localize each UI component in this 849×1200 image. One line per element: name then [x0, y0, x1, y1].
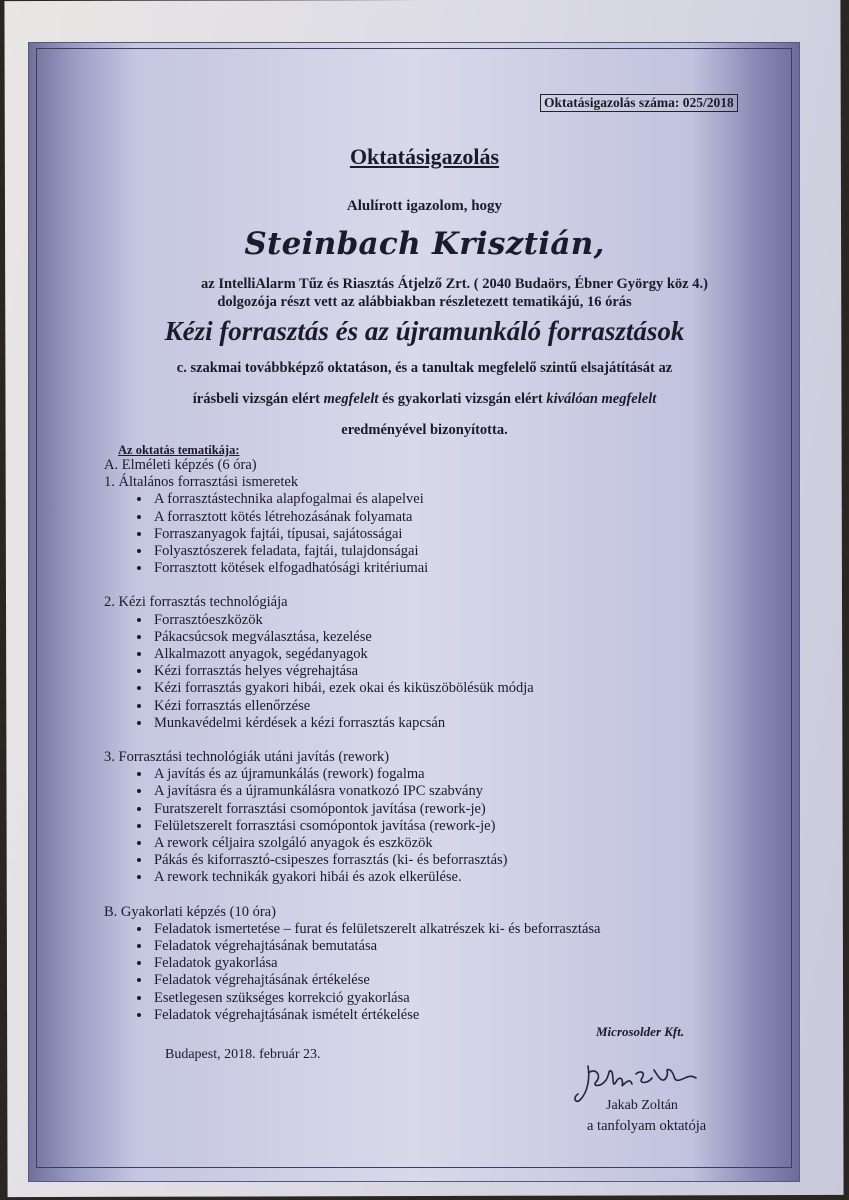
body-line-2-part-c: és gyakorlati vizsgán elért	[378, 391, 547, 407]
issuer-company: Microsolder Kft.	[596, 1024, 685, 1039]
list-item: • Feladatok gyakorlása	[152, 955, 744, 972]
subsection-1-list	[104, 491, 744, 577]
list-item: • Pákás és kiforrasztó-csipeszes forrasztás (ki- és beforrasztás)	[152, 852, 744, 869]
list-item: • A javítás és az újramunkálás (rework) fogalma	[152, 766, 744, 783]
subsection-3-title: 3. Forrasztási technológiák utáni javítás (rework)	[104, 749, 390, 766]
subsection-2-title: 2. Kézi forrasztás technológiája	[104, 594, 288, 611]
list-item: • Kézi forrasztás helyes végrehajtása	[152, 663, 744, 680]
list-item: • Feladatok végrehajtásának értékelése	[152, 972, 744, 989]
body-line-2-part-a: írásbeli vizsgán elért	[192, 391, 324, 407]
place-and-date: Budapest, 2018. február 23.	[165, 1047, 321, 1062]
signer-name: Jakab Zoltán	[606, 1098, 678, 1113]
list-item: • Esetlegesen szükséges korrekció gyakorlása	[152, 990, 744, 1007]
practical-exam-result: kiválóan megfelelt	[546, 391, 657, 407]
list-item: • Forrasztott kötések elfogadhatósági kritériumai	[152, 560, 744, 577]
subsection-2-list	[104, 612, 744, 732]
list-item: • A rework technikák gyakori hibái és azok elkerülése.	[152, 869, 744, 886]
subsection-1-title: 1. Általános forrasztási ismeretek	[104, 474, 299, 491]
list-item: • Kézi forrasztás ellenőrzése	[152, 698, 744, 715]
participant-name: Steinbach Krisztián,	[244, 226, 605, 262]
list-item: • Furatszerelt forrasztási csomópontok javítása (rework-je)	[152, 801, 744, 818]
topics-header: Az oktatás tematikája:	[118, 443, 240, 457]
section-b-list	[104, 921, 744, 1024]
signer-role: a tanfolyam oktatója	[587, 1118, 707, 1134]
list-item: • Folyasztószerek feladata, fajtái, tulajdonságai	[152, 543, 744, 560]
list-item: • Pákacsúcsok megválasztása, kezelése	[152, 629, 744, 646]
list-item: • A rework céljaira szolgáló anyagok és eszközök	[152, 835, 744, 852]
written-exam-result: megfelelt	[323, 391, 379, 407]
list-item: • Feladatok végrehajtásának bemutatása	[152, 938, 744, 955]
intro-line: Alulírott igazolom, hogy	[346, 198, 503, 214]
section-b-title: B. Gyakorlati képzés (10 óra)	[104, 903, 276, 920]
section-a-title: A. Elméleti képzés (6 óra)	[104, 457, 257, 473]
list-item: • Forrasztóeszközök	[152, 612, 744, 629]
body-line-1: c. szakmai továbbképző oktatáson, és a tanultak megfelelő szintű elsajátítását az	[176, 360, 673, 376]
document-title: Oktatásigazolás	[349, 144, 500, 169]
body-line-3: eredményével bizonyította.	[341, 422, 508, 438]
list-item: • Forraszanyagok fajtái, típusai, sajátosságai	[152, 526, 744, 543]
body-line-2	[0, 391, 849, 408]
course-title: Kézi forrasztás és az újramunkáló forrasztások	[164, 316, 685, 346]
list-item: • A forrasztástechnika alapfogalmai és alapelvei	[152, 491, 744, 508]
list-item: • Alkalmazott anyagok, segédanyagok	[152, 646, 744, 663]
list-item: • Felületszerelt forrasztási csomópontok javítása (rework-je)	[152, 818, 744, 835]
course-topics	[104, 444, 744, 1024]
list-item: • Feladatok ismertetése – furat és felületszerelt alkatrészek ki- és beforrasztása	[152, 921, 744, 938]
list-item: • Munkavédelmi kérdések a kézi forrasztás kapcsán	[152, 715, 744, 732]
list-item: • A javításra és a újramunkálásra vonatkozó IPC szabvány	[152, 783, 744, 800]
employer-line: az IntelliAlarm Tűz és Riasztás Átjelző Zrt. ( 2040 Budaörs, Ébner György köz 4.)	[201, 276, 708, 292]
list-item: • A forrasztott kötés létrehozásának folyamata	[152, 509, 744, 526]
subsection-3-list	[104, 766, 744, 886]
participation-line: dolgozója részt vett az alábbiakban részletezett tematikájú, 16 órás	[217, 294, 632, 310]
list-item: • Feladatok végrehajtásának ismételt értékelése	[152, 1007, 744, 1024]
list-item: • Kézi forrasztás gyakori hibái, ezek okai és kiküszöbölésük módja	[152, 680, 744, 697]
certificate-number: Oktatásigazolás száma: 025/2018	[540, 94, 738, 112]
